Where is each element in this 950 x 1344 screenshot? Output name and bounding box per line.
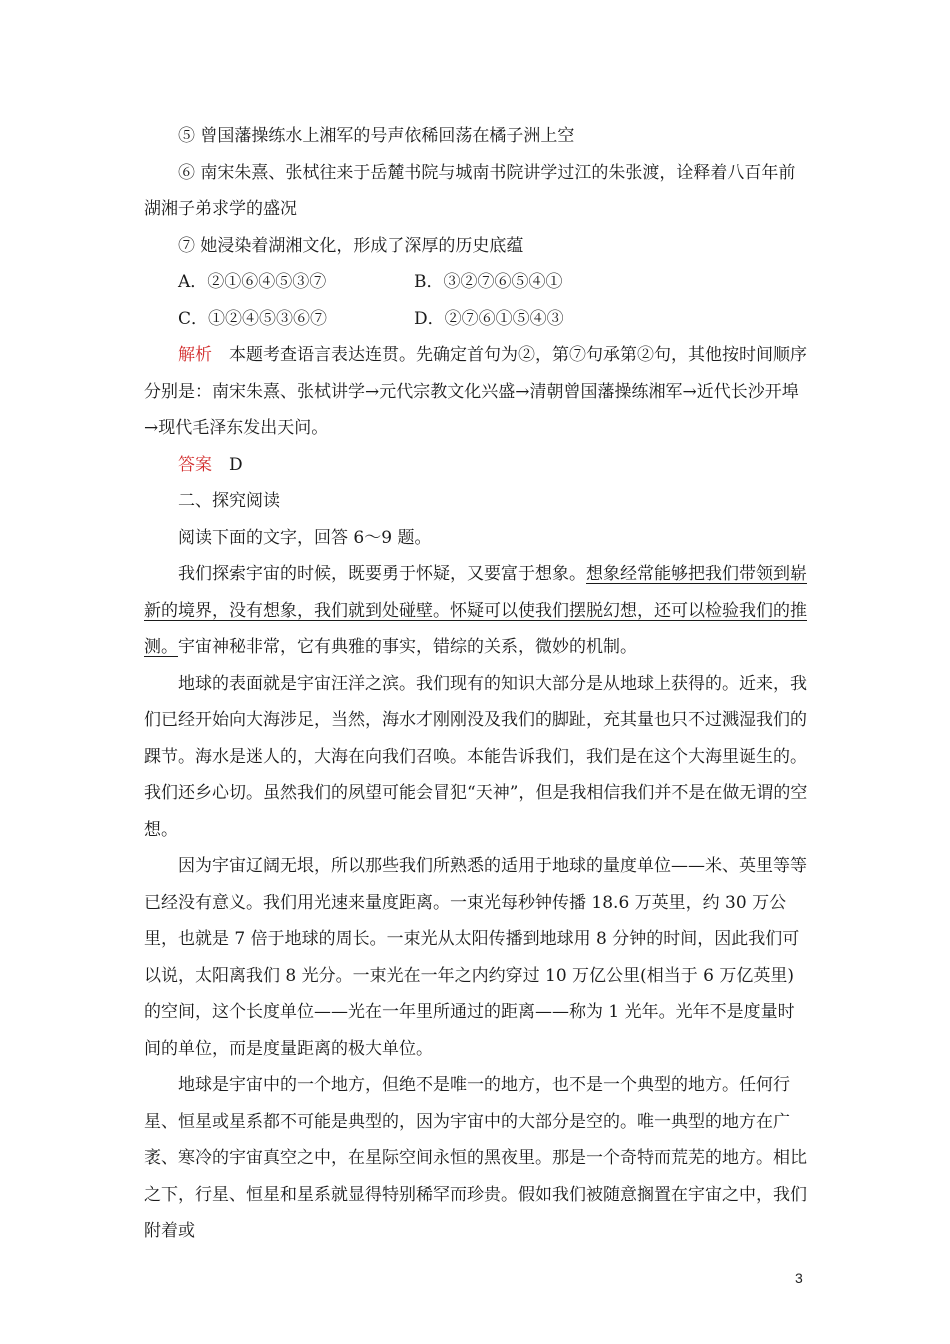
section-heading: 二、探究阅读 (178, 491, 280, 511)
passage-paragraph-3: 因为宇宙辽阔无垠，所以那些我们所熟悉的适用于地球的量度单位——米、英里等等已经没有意义。我们用光速来量度距离。一束光每秒钟传播 18.6 万英里，约 30 万公里，也就是 7 倍于地球的周长。一束光从太阳传播到地球用 8 分钟的时间，因此我们可以说，太阳离我们 8 光分。一束光在一年之内约穿过 10 万亿公里(相当于 6 万亿英里)的空间，这个长度单位——光在一年里所通过的距离——称为 1 光年。光年不是度量时间的单位，而是度量距离的极大单位。 (144, 856, 807, 1059)
reading-instruction: 阅读下面的文字，回答 6～9 题。 (178, 527, 432, 548)
sentence-6: ⑥ 南宋朱熹、张栻往来于岳麓书院与城南书院讲学过江的朱张渡，诠释着八百年前湖湘子弟求学的盛况 (144, 162, 796, 219)
passage-paragraph-4: 地球是宇宙中的一个地方，但绝不是唯一的地方，也不是一个典型的地方。任何行星、恒星或星系都不可能是典型的，因为宇宙中的大部分是空的。唯一典型的地方在广袤、寒冷的宇宙真空之中，在星际空间永恒的黑夜里。那是一个奇特而荒芜的地方。相比之下，行星、恒星和星系就显得特别稀罕而珍贵。假如我们被随意搁置在宇宙之中，我们附着或 (144, 1075, 807, 1241)
analysis-text: 本题考查语言表达连贯。先确定首句为②，第⑦句承第②句，其他按时间顺序分别是：南宋朱熹、张栻讲学→元代宗教文化兴盛→清朝曾国藩操练湘军→近代长沙开埠→现代毛泽东发出天问。 (144, 345, 807, 438)
answer-value: D (229, 454, 243, 475)
underlined-sentence: 想象经常能够把我们带领到崭新的境界，没有想象，我们就到处碰壁。怀疑可以使我们摆脱幻想，还可以检验我们的推测。 (144, 564, 807, 657)
analysis-label: 解析 (178, 345, 212, 365)
option-c: C．①②④⑤③⑥⑦ (178, 308, 328, 329)
passage-paragraph-1 (144, 556, 810, 666)
answer-label: 答案 (178, 454, 212, 475)
passage-p1-start: 我们探索宇宙的时候，既要勇于怀疑，又要富于想象。 (178, 564, 586, 584)
page-content (144, 118, 810, 1250)
passage-paragraph-2: 地球的表面就是宇宙汪洋之滨。我们现有的知识大部分是从地球上获得的。近来，我们已经开始向大海涉足，当然，海水才刚刚没及我们的脚趾，充其量也只不过溅湿我们的踝节。海水是迷人的，大海在向我们召唤。本能告诉我们，我们是在这个大海里诞生的。我们还乡心切。虽然我们的夙望可能会冒犯“天神”，但是我相信我们并不是在做无谓的空想。 (144, 673, 808, 840)
page-number: 3 (795, 1270, 803, 1286)
passage-p1-end: 宇宙神秘非常，它有典雅的事实，错综的关系，微妙的机制。 (178, 637, 637, 657)
options-row-2 (144, 301, 810, 338)
answer-line (144, 447, 810, 484)
sentence-5: ⑤ 曾国藩操练水上湘军的号声依稀回荡在橘子洲上空 (178, 126, 575, 146)
option-d: D．②⑦⑥①⑤④③ (414, 308, 564, 329)
sentence-7: ⑦ 她浸染着湖湘文化，形成了深厚的历史底蕴 (178, 235, 524, 256)
option-a: A．②①⑥④⑤③⑦ (178, 272, 327, 292)
option-b: B．③②⑦⑥⑤④① (414, 272, 563, 292)
analysis-paragraph (144, 337, 810, 447)
options-row-1 (144, 264, 810, 301)
